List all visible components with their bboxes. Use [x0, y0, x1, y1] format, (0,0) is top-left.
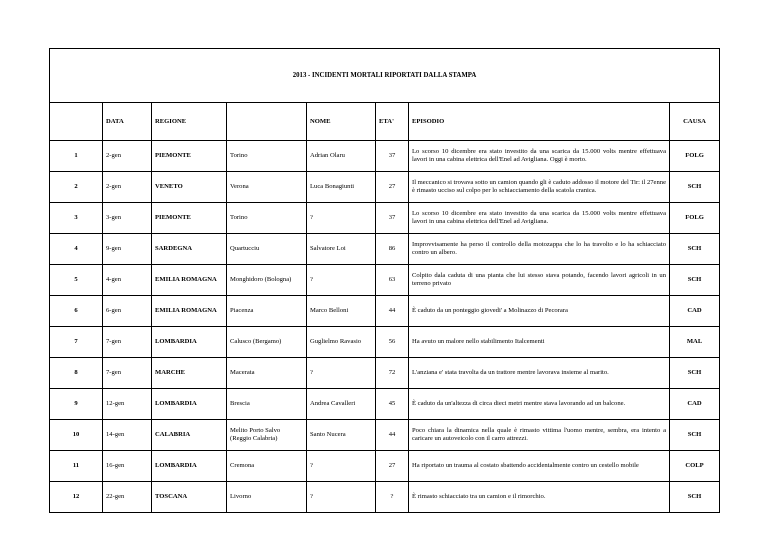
row-date: 2-gen	[103, 172, 152, 203]
row-number: 2	[50, 172, 103, 203]
row-region: SARDEGNA	[152, 234, 227, 265]
table-row	[50, 141, 720, 172]
row-region: EMILIA ROMAGNA	[152, 296, 227, 327]
row-region: TOSCANA	[152, 482, 227, 513]
row-region: PIEMONTE	[152, 203, 227, 234]
row-date: 14-gen	[103, 420, 152, 451]
row-date: 22-gen	[103, 482, 152, 513]
header-causa: CAUSA	[670, 103, 720, 141]
row-age: 37	[376, 203, 409, 234]
row-episode: È rimasto schiacciato tra un camion e il rimorchio.	[409, 482, 670, 513]
row-number: 12	[50, 482, 103, 513]
row-cause: SCH	[670, 172, 720, 203]
table-row	[50, 482, 720, 513]
row-date: 12-gen	[103, 389, 152, 420]
table-row	[50, 203, 720, 234]
row-name: Adrian Olaru	[307, 141, 376, 172]
row-cause: CAD	[670, 389, 720, 420]
row-age: 37	[376, 141, 409, 172]
row-city: Quartucciu	[227, 234, 307, 265]
header-eta: ETA'	[376, 103, 409, 141]
header-comune	[227, 103, 307, 141]
row-age: ?	[376, 482, 409, 513]
row-date: 3-gen	[103, 203, 152, 234]
row-city: Melito Porto Salvo (Reggio Calabria)	[227, 420, 307, 451]
row-age: 44	[376, 420, 409, 451]
row-episode: Lo scorso 10 dicembre era stato investito da una scarica da 15.000 volts mentre effettuava lavori in una cabina elettrica dell'Enel ad Avigliana. Oggi è morto.	[409, 141, 670, 172]
table-row	[50, 172, 720, 203]
row-age: 45	[376, 389, 409, 420]
row-cause: FOLG	[670, 141, 720, 172]
row-episode: Il meccanico si trovava sotto un camion quando gli è caduto addosso il motore del Tir: il 27enne è rimasto ucciso sul colpo per lo schiacciamento della scatola cranica.	[409, 172, 670, 203]
table-row	[50, 296, 720, 327]
row-name: Salvatore Loi	[307, 234, 376, 265]
row-date: 6-gen	[103, 296, 152, 327]
row-age: 72	[376, 358, 409, 389]
table-row	[50, 327, 720, 358]
row-date: 16-gen	[103, 451, 152, 482]
table-title: 2013 - INCIDENTI MORTALI RIPORTATI DALLA STAMPA	[50, 49, 720, 103]
row-city: Cremona	[227, 451, 307, 482]
row-cause: CAD	[670, 296, 720, 327]
row-episode: L'anziana e' stata travolta da un trattore mentre lavorava insieme al marito.	[409, 358, 670, 389]
row-region: PIEMONTE	[152, 141, 227, 172]
row-age: 27	[376, 172, 409, 203]
header-num	[50, 103, 103, 141]
row-date: 7-gen	[103, 327, 152, 358]
row-region: MARCHE	[152, 358, 227, 389]
row-cause: SCH	[670, 420, 720, 451]
row-date: 9-gen	[103, 234, 152, 265]
row-age: 86	[376, 234, 409, 265]
row-number: 9	[50, 389, 103, 420]
header-regione: REGIONE	[152, 103, 227, 141]
row-age: 44	[376, 296, 409, 327]
row-cause: SCH	[670, 482, 720, 513]
row-name: Marco Belloni	[307, 296, 376, 327]
row-number: 4	[50, 234, 103, 265]
header-data: DATA	[103, 103, 152, 141]
row-region: LOMBARDIA	[152, 451, 227, 482]
row-city: Monghidoro (Bologna)	[227, 265, 307, 296]
row-cause: SCH	[670, 358, 720, 389]
row-city: Brescia	[227, 389, 307, 420]
incident-sheet	[49, 48, 719, 513]
row-number: 3	[50, 203, 103, 234]
row-date: 2-gen	[103, 141, 152, 172]
table-row	[50, 389, 720, 420]
row-episode: Colpito dala caduta di una pianta che lui stesso stava potando, facendo lavori agricoli in un terreno privato	[409, 265, 670, 296]
row-date: 4-gen	[103, 265, 152, 296]
row-city: Calusco (Bergamo)	[227, 327, 307, 358]
row-number: 6	[50, 296, 103, 327]
row-name: ?	[307, 265, 376, 296]
row-number: 1	[50, 141, 103, 172]
row-region: LOMBARDIA	[152, 327, 227, 358]
row-city: Torino	[227, 203, 307, 234]
row-episode: Poco chiara la dinamica nella quale è rimasto vittima l'uomo mentre, sembra, era intento a caricare un autoveicolo con il carro attrezzi.	[409, 420, 670, 451]
row-age: 56	[376, 327, 409, 358]
table-row	[50, 234, 720, 265]
row-episode: Ha riportato un trauma al costato sbattendo accidentalmente contro un cestello mobile	[409, 451, 670, 482]
row-city: Piacenza	[227, 296, 307, 327]
row-episode: Improvvisamente ha perso il controllo della motozappa che lo ha travolto e lo ha schiacciato contro un albero.	[409, 234, 670, 265]
row-name: ?	[307, 203, 376, 234]
row-number: 10	[50, 420, 103, 451]
row-number: 5	[50, 265, 103, 296]
row-age: 27	[376, 451, 409, 482]
row-city: Torino	[227, 141, 307, 172]
header-episodio: EPISODIO	[409, 103, 670, 141]
row-age: 63	[376, 265, 409, 296]
row-city: Livorno	[227, 482, 307, 513]
header-nome: NOME	[307, 103, 376, 141]
row-episode: Ha avuto un malore nello stabilimento Italcementi	[409, 327, 670, 358]
table-row	[50, 358, 720, 389]
row-name: Andrea Cavalleri	[307, 389, 376, 420]
row-number: 11	[50, 451, 103, 482]
row-name: ?	[307, 482, 376, 513]
row-cause: SCH	[670, 265, 720, 296]
row-date: 7-gen	[103, 358, 152, 389]
row-cause: SCH	[670, 234, 720, 265]
row-name: ?	[307, 451, 376, 482]
row-city: Macerata	[227, 358, 307, 389]
table-row	[50, 451, 720, 482]
row-cause: MAL	[670, 327, 720, 358]
row-cause: FOLG	[670, 203, 720, 234]
incidents-table	[49, 48, 720, 513]
row-cause: COLP	[670, 451, 720, 482]
row-name: Guglielmo Ravasio	[307, 327, 376, 358]
table-row	[50, 420, 720, 451]
row-region: LOMBARDIA	[152, 389, 227, 420]
row-episode: È caduto da un'altezza di circa dieci metri mentre stava lavorando ad un balcone.	[409, 389, 670, 420]
row-number: 7	[50, 327, 103, 358]
row-number: 8	[50, 358, 103, 389]
row-episode: Lo scorso 10 dicembre era stato investito da una scarica da 15.000 volts mentre effettuava lavori in una cabina elettrica dell'Enel ad Avigliana.	[409, 203, 670, 234]
row-region: EMILIA ROMAGNA	[152, 265, 227, 296]
row-episode: È caduto da un ponteggio giovedi' a Molinazzo di Pecorara	[409, 296, 670, 327]
row-city: Verona	[227, 172, 307, 203]
table-row	[50, 265, 720, 296]
row-region: VENETO	[152, 172, 227, 203]
row-name: ?	[307, 358, 376, 389]
row-region: CALABRIA	[152, 420, 227, 451]
row-name: Luca Bonagiunti	[307, 172, 376, 203]
row-name: Santo Nucera	[307, 420, 376, 451]
